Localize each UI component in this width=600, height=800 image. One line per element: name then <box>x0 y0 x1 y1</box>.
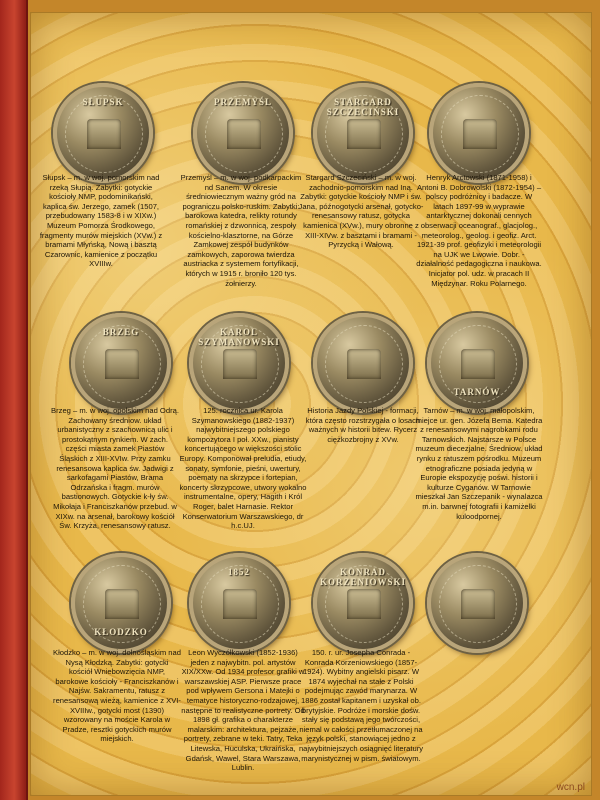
coin-image-szymanowski <box>189 313 289 413</box>
coin-image-slupsk <box>53 83 153 183</box>
coin-legend: 1852 <box>228 567 250 577</box>
coin-legend: KONRAD KORZENIOWSKI <box>319 567 407 587</box>
knight-icon <box>347 349 381 379</box>
coin-image-conrad <box>313 553 413 653</box>
coin-image-przemysl <box>193 83 293 183</box>
coin-description: Stargard Szczeciński – m. w woj. zachodnio-pomorskim nad Iną. Zabytki: gotyckie kościoły NMP i św. Jana, późnogotycki arsenał, gotycko-renesansowy ratusz, gotycka kamienica (XVw.), mury obronne z XIII-XIVw. z basztami i bramami - Pyrzycką i Wałową. <box>298 173 424 250</box>
watermark: wcn.pl <box>556 782 585 793</box>
coin-legend: SŁUPSK <box>82 97 124 107</box>
coin-image-stargard <box>313 83 413 183</box>
castle-icon <box>227 119 261 149</box>
coin-image-brzeg <box>71 313 171 413</box>
ship-icon <box>347 589 381 619</box>
coin-description: Henryk Arctowski (1871-1958) i Antoni B. Dobrowolski (1872-1954) – polscy podróżnicy i badacze. W latach 1897-99 w wyprawie antarktycznej dokonali cennych obserwacji oceanograf., glacjolog., meteorolog., geolog. i geofiz. Arct. 1921-39 prof. geofizyki i meteorologii na UJK we Lwowie. Dobr. - działalność pedagogiczna i naukowa. Inicjator pol. udz. w pracach II Międzynar. Roku Polarnego. <box>416 173 542 288</box>
coin-description: Słupsk – m. w woj. pomorskim nad rzeką Słupią. Zabytki: gotyckie kościoły NMP, podominikański, kaplica św. Jerzego, zamek (1507, przebudowany 1583-8 i w XIXw.) Muzeum Pomorza Środkowego, fragmenty murów miejskich (XVw.) z bramami Młyńską, Nową i basztą Czarownic, kamienice z początku XVIIIw. <box>39 173 163 269</box>
coin-legend: STARGARD SZCZECIŃSKI <box>326 97 400 117</box>
portrait-icon <box>463 119 497 149</box>
cathedral-icon <box>347 119 381 149</box>
album-binding <box>0 0 28 800</box>
coin-legend: PRZEMYŚL <box>213 97 272 107</box>
coin-image-knight <box>313 313 413 413</box>
coin-image-last <box>427 553 527 653</box>
coin-legend: KAROL SZYMANOWSKI <box>198 327 280 347</box>
coin-description: 150. r. ur. Josepha Conrada - Konrada Korzeniowskiego (1857-1924). Wybitny angielski pisarz. W 1874 wyjechał na stałe z Polski podejmując zawód marynarza. W 1886 został kapitanem i uzyskał ob. brytyjskie. Podróże i morskie dośw. stały się podstawą jego twórczości, niemal w całości przetłumaczonej na język polski, stanowiącej jedno z najwybitniejszych osiągnięć literatury marynistycznej w pism. światowym. <box>298 648 424 763</box>
coin-description: Przemyśl – m. w woj. podkarpackim nd Sanem. W okresie średniowiecznym ważny gród na pograniczu polsko-ruskim. Zabytki: barokowa katedra, relikty rotundy romańskiej z dzwonnicą, zespoły kościelno-klasztorne, na Górze Zamkowej zespół budynków zamkowych, zaporowa twierdza austriacka z systemem fortyfikacji, których w 1915 r. broniło 120 tys. żołnierzy. <box>180 173 302 288</box>
portrait-icon <box>461 589 495 619</box>
portrait-icon <box>223 589 257 619</box>
coin-legend: BRZEG <box>102 327 140 337</box>
coin-sheet <box>30 12 592 796</box>
coin-legend: KŁODZKO <box>94 627 148 637</box>
gate-icon <box>105 349 139 379</box>
coin-description: Tarnów – m. w woj. małopolskim, miejce ur. gen. Józefa Bema. Katedra z renesansowymi nagrobkami rodu Tarnowskich. Najstarsze w Polsce muzeum diecezjalne. Średniow. układ rynku z ratuszem pośrodku. Muzeum etnograficzne posiada jedyną w Europie ekspozycję poświ. historii i kulturze Cyganów. W Tarnowie mieszkał Jan Szczepanik - wynalazca m.in. barwnej fotografii i kamiżelki kuloodpornej. <box>415 406 543 521</box>
town-hall-icon <box>461 349 495 379</box>
coin-image-arctowski <box>429 83 529 183</box>
coin-description: Kłodzko – m. w woj. dolnośląskim nad Nysą Kłodzką. Zabytki: gotycki kościół Wniebowzięcia NMP, barokowe kościoły - Franciszkanów i Najśw. Sakramentu, ratusz z renesansową wieżą, kamienice z XVI-XVIIIw., gotycki most (1390) wzorowany na moście Karola w Pradze, resztki gotyckich murów miejskich. <box>53 648 181 744</box>
coin-image-tarnow <box>427 313 527 413</box>
coin-description: 125. rocznica ur. Karola Szymanowskiego (1882-1937) najwybitniejszego polskiego kompozytora I poł. XXw., pianisty koncertującego w większości stolic Europy. Komponował preludia, etiudy, sonaty, symfonie, pieśni, uwertury, poematy na skrzypce i fortepian, koncerty skrzypcowe, utwory wokalno instrumentalne, opery, Hagith i Król Roger, balet Harnasie. Rektor Konserwatorium Warszawskiego, dr h.c.UJ. <box>179 406 307 531</box>
bridge-icon <box>105 589 139 619</box>
coin-image-klodzko <box>71 553 171 653</box>
coin-legend: TARNÓW <box>453 387 501 397</box>
coin-description: Leon Wyczółkowski (1852-1936) jeden z najwybitn. pol. artystów XIX/XXw. Od 1934 profesor grafiki w warszawskiej ASP. Pierwsze prace pod wpływem Gersona i Matejki o tematyce historyczno-rodzajowej, następne to realistyczne portrety. Od 1898 gł. grafika o charakterze malarskim: architektura, pejzaże, portrety, zebrane w teki. Tatry, Teka Litewska, Huculska, Ukraińska, Gdańsk, Wawel, Stara Warszawa, Lublin. <box>181 648 305 773</box>
coin-description: Brzeg – m. w woj. opolskim nad Odrą. Zachowany średniow. układ urbanistyczny z szachownicą ulic i prostokątnym rynkiem. W zach. części miasta zamek Piastów Śląskich z XIII-XVIw. Przy zamku renesansowa kaplica św. Jadwigi z sarkofagami Piastów, Brama Odrzańska i fragm. murów bastionowych. Gotyckie k-ły św. Mikołaja i Franciszkanów przebud. w XIXw. na arsenał, barokowy kościół Św. Krzyża, renesansowy ratusz. <box>51 406 179 531</box>
church-icon <box>87 119 121 149</box>
coin-image-wyczolkowski <box>189 553 289 653</box>
coin-description: Historia Jazdy Polskiej - formacji, która często rozstrzygała o losach ważnych w historii bitew. Rycerz ciężkozbrojny z XVw. <box>305 406 421 444</box>
portrait-icon <box>223 349 257 379</box>
